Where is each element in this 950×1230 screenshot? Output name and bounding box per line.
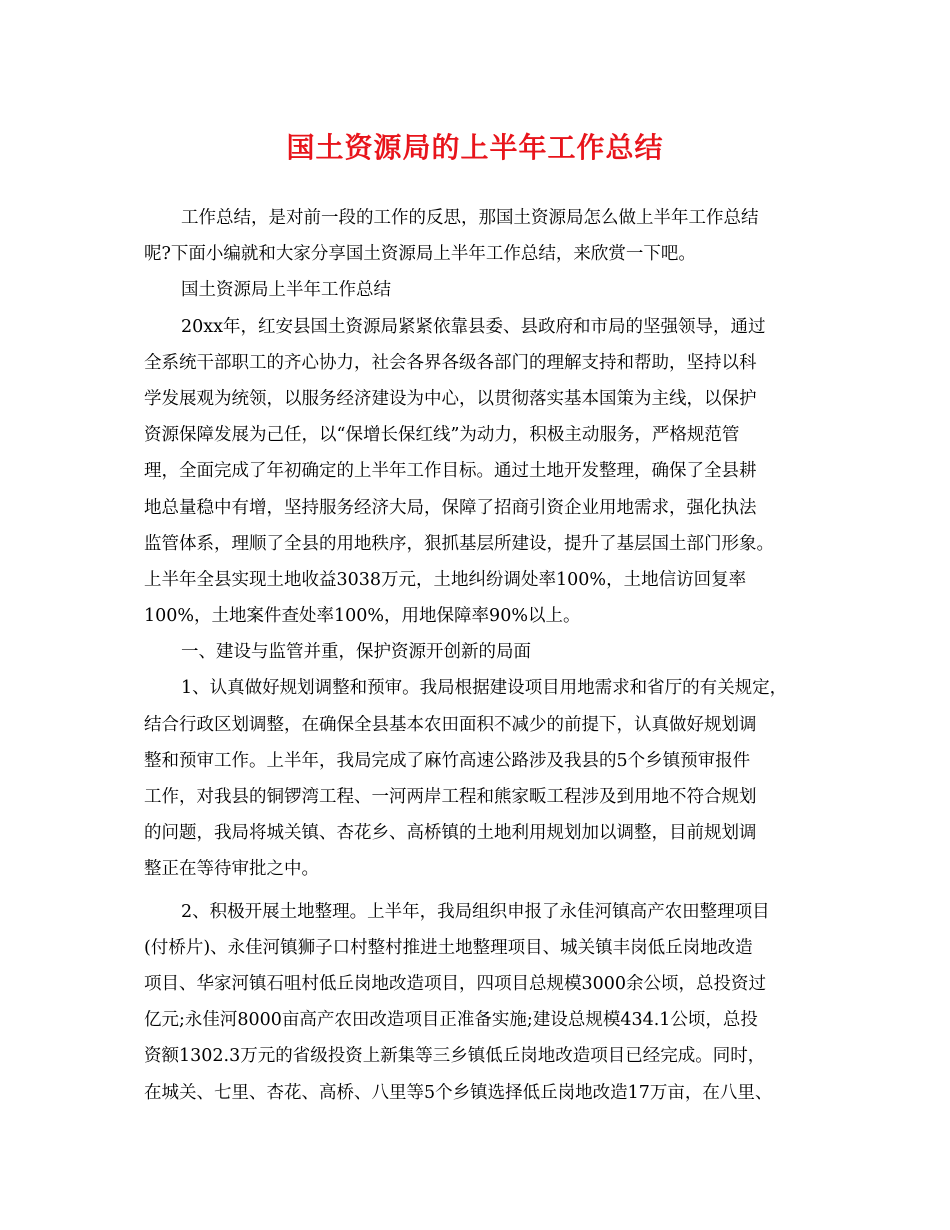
paragraph-line: 20xx年，红安县国土资源局紧紧依靠县委、县政府和市局的坚强领导，通过 — [181, 316, 766, 337]
paragraph-line: 项目、华家河镇石咀村低丘岗地改造项目，四项目总规模3000余公顷，总投资过 — [144, 973, 767, 994]
section-heading: 一、建设与监管并重，保护资源开创新的局面 — [181, 642, 531, 663]
paragraph-line: 学发展观为统领，以服务经济建设为中心，以贯彻落实基本国策为主线，以保护 — [144, 388, 757, 409]
paragraph-line: 整正在等待审批之中。 — [144, 859, 319, 880]
paragraph-line: (付桥片)、永佳河镇狮子口村整村推进土地整理项目、城关镇丰岗低丘岗地改造 — [144, 937, 753, 958]
paragraph-line: 结合行政区划调整，在确保全县基本农田面积不减少的前提下，认真做好规划调 — [144, 714, 757, 735]
paragraph-line: 工作总结，是对前一段的工作的反思，那国土资源局怎么做上半年工作总结 — [181, 208, 759, 228]
paragraph-line: 在城关、七里、杏花、高桥、八里等5个乡镇选择低丘岗地改造17万亩，在八里、 — [144, 1082, 773, 1103]
paragraph-line: 呢?下面小编就和大家分享国土资源局上半年工作总结，来欣赏一下吧。 — [144, 244, 696, 265]
paragraph-line: 理，全面完成了年初确定的上半年工作目标。通过土地开发整理，确保了全县耕 — [144, 461, 757, 482]
paragraph-line: 监管体系，理顺了全县的用地秩序，狠抓基层所建设，提升了基层国土部门形象。 — [144, 533, 774, 554]
paragraph-line: 100%，土地案件查处率100%，用地保障率90%以上。 — [144, 606, 581, 627]
paragraph-line: 1、认真做好规划调整和预审。我局根据建设项目用地需求和省厅的有关规定， — [181, 678, 788, 699]
paragraph-line: 上半年全县实现土地收益3038万元，土地纠纷调处率100%，土地信访回复率 — [144, 569, 747, 590]
paragraph-line: 全系统干部职工的齐心协力，社会各界各级各部门的理解支持和帮助，坚持以科 — [144, 352, 757, 373]
document-title: 国土资源局的上半年工作总结 — [286, 131, 664, 164]
paragraph-line: 工作，对我县的铜锣湾工程、一河两岸工程和熊家畈工程涉及到用地不符合规划 — [144, 787, 757, 807]
paragraph-line: 2、积极开展土地整理。上半年，我局组织申报了永佳河镇高产农田整理项目 — [181, 901, 770, 922]
paragraph-line: 的问题，我局将城关镇、杏花乡、高桥镇的土地利用规划加以调整，目前规划调 — [144, 823, 757, 844]
paragraph-line: 资额1302.3万元的省级投资上新集等三乡镇低丘岗地改造项目已经完成。同时， — [144, 1046, 766, 1067]
paragraph-line: 地总量稳中有增，坚持服务经济大局，保障了招商引资企业用地需求，强化执法 — [144, 497, 757, 518]
section-subtitle: 国土资源局上半年工作总结 — [181, 280, 391, 301]
document-body — [144, 200, 804, 1111]
paragraph-line: 亿元;永佳河8000亩高产农田改造项目正准备实施;建设总规模434.1公顷，总投 — [144, 1010, 758, 1031]
paragraph-line: 资源保障发展为己任，以“保增长保红线”为动力，积极主动服务，严格规范管 — [144, 425, 740, 446]
paragraph-line: 整和预审工作。上半年，我局完成了麻竹高速公路涉及我县的5个乡镇预审报件 — [144, 750, 751, 771]
